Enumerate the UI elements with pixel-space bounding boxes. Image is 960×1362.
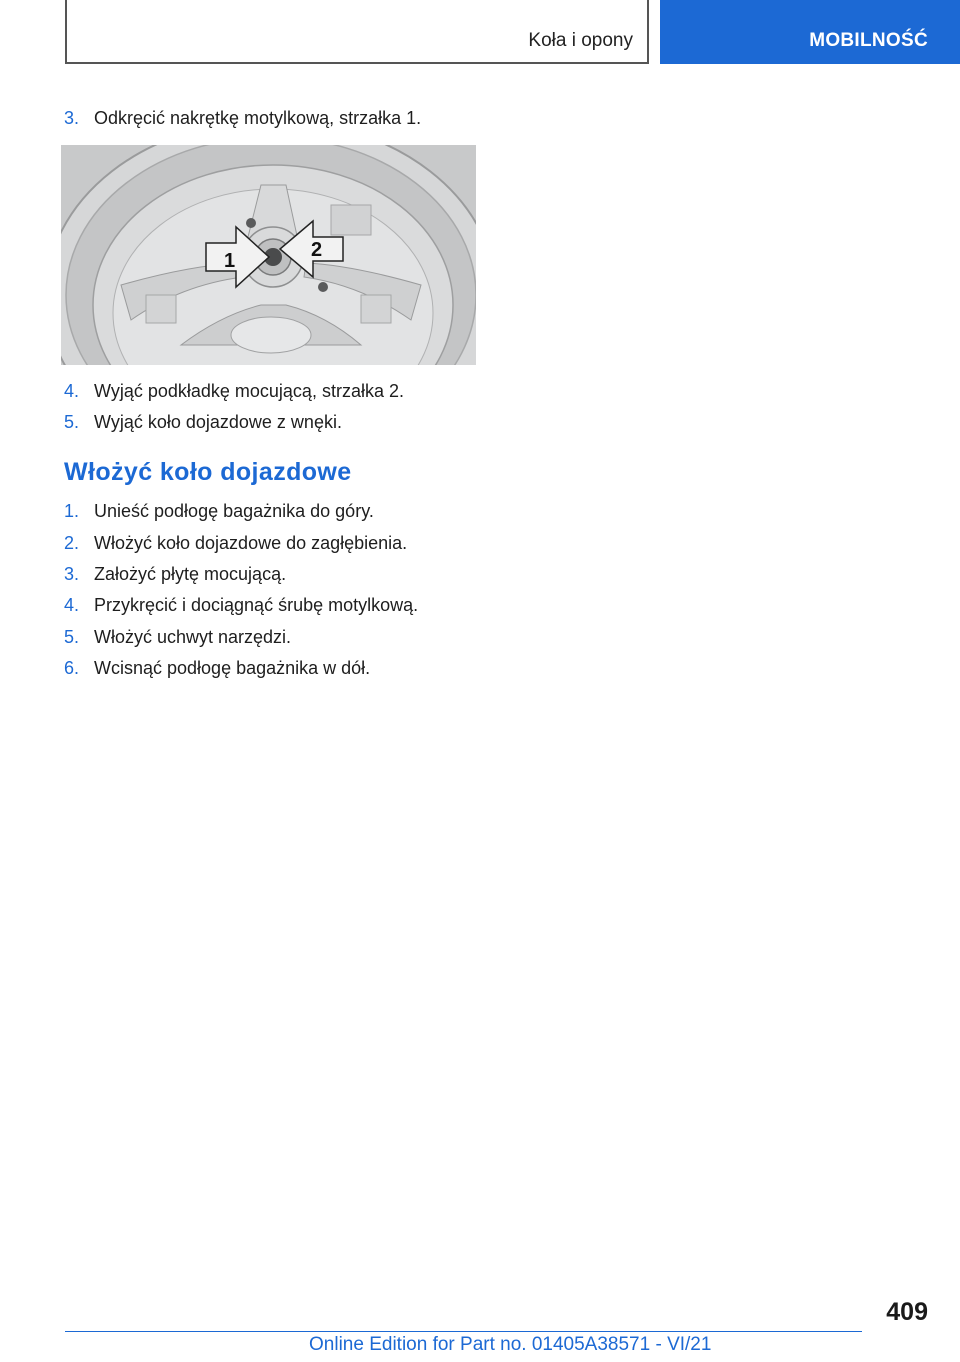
step-item — [64, 500, 374, 522]
step-text: Odkręcić nakrętkę motylkową, strzałka 1. — [94, 108, 422, 128]
step-text: Wcisnąć podłogę bagażnika w dół. — [94, 658, 371, 678]
spare-wheel-drawing — [61, 145, 476, 365]
step-text: Przykręcić i dociągnąć śrubę motylkową. — [94, 595, 419, 615]
step-number: 5. — [64, 412, 80, 432]
spare-wheel-illustration — [61, 145, 476, 365]
step-text: Włożyć uchwyt narzędzi. — [94, 627, 292, 647]
chapter-title: Koła i opony — [528, 30, 633, 51]
step-number: 3. — [64, 108, 80, 128]
section-title: MOBILNOŚĆ — [809, 30, 928, 51]
step-text: Założyć płytę mocującą. — [94, 564, 287, 584]
section-heading: Włożyć koło dojazdowe — [64, 458, 352, 486]
step-number: 5. — [64, 627, 80, 647]
step-item — [64, 563, 286, 585]
callout-2-label: 2 — [311, 239, 323, 261]
step-text: Włożyć koło dojazdowe do zagłębienia. — [94, 533, 408, 553]
header-chapter-box — [65, 0, 649, 64]
step-number: 3. — [64, 564, 80, 584]
footer-divider — [65, 1331, 862, 1332]
step-number: 4. — [64, 595, 80, 615]
step-item — [64, 657, 370, 679]
footer-edition: Online Edition for Part no. 01405A38571 - VI/21 — [309, 1334, 712, 1355]
page-number: 409 — [886, 1298, 928, 1326]
step-number: 6. — [64, 658, 80, 678]
header-section-tab — [660, 0, 960, 64]
step-item — [64, 626, 291, 648]
step-text: Wyjąć podkładkę mocującą, strzałka 2. — [94, 381, 404, 401]
step-item — [64, 107, 421, 129]
step-text: Unieść podłogę bagażnika do góry. — [94, 501, 374, 521]
callout-1-label: 1 — [224, 250, 236, 272]
step-item — [64, 411, 342, 433]
step-item — [64, 380, 404, 402]
step-number: 4. — [64, 381, 80, 401]
step-number: 2. — [64, 533, 80, 553]
step-item — [64, 594, 418, 616]
step-text: Wyjąć koło dojazdowe z wnęki. — [94, 412, 342, 432]
step-number: 1. — [64, 501, 80, 521]
step-item — [64, 532, 407, 554]
